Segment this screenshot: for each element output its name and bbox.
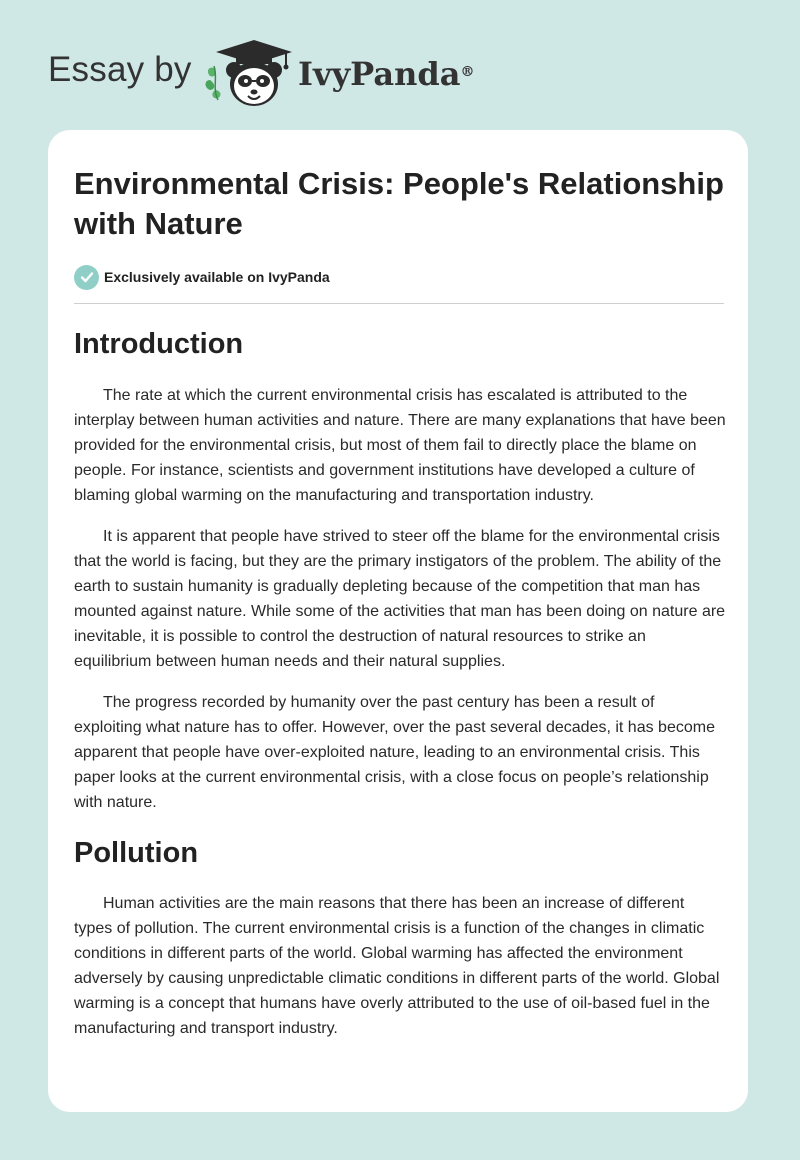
paragraph: The progress recorded by humanity over the past century has been a result of exploiting what nature has to offer. However, over the past several decades, it has become apparent that people have over-exploited nature, leading to an environmental crisis. This paper looks at the current environmental crisis, with a close focus on people’s relationship with nature. [74, 694, 715, 811]
essay-body [74, 322, 726, 1057]
brand-name[interactable]: IvyPanda® [298, 55, 475, 93]
essay-by-label: Essay by [48, 50, 192, 89]
registered-mark: ® [460, 64, 475, 80]
exclusive-badge [74, 264, 330, 290]
ivy-leaf-icon [206, 66, 221, 100]
divider [74, 303, 724, 304]
paragraph: The rate at which the current environmental crisis has escalated is attributed to the interplay between human activities and nature. There are many explanations that have been provided for the environmental crisis, but most of them fail to directly place the blame on people. For instance, scientists and government institutions have developed a culture of blaming global warming on the manufacturing and transportation industry. [74, 387, 726, 504]
site-header [48, 36, 568, 110]
section-heading-introduction: Introduction [74, 328, 244, 360]
badge-label: Exclusively available on IvyPanda [104, 269, 330, 285]
paragraph: It is apparent that people have strived to steer off the blame for the environmental crisis that the world is facing, but they are the primary instigators of the problem. The ability of the earth to sustain humanity is gradually depleting because of the competition that man has mounted against nature. While some of the activities that man has been doing on nature are inevitable, it is possible to control the destruction of natural resources to strike an equilibrium between human needs and their natural supplies. [74, 528, 726, 670]
section-heading-pollution: Pollution [74, 837, 199, 869]
ivypanda-logo-icon[interactable] [200, 36, 300, 110]
essay-title: Environmental Crisis: People's Relationship with Nature [74, 166, 724, 241]
paragraph: Human activities are the main reasons that there has been an increase of different types of pollution. The current environmental crisis is a function of the changes in climatic conditions in different parts of the world. Global warming has affected the environment adversely by causing unpredictable climatic conditions in different parts of the world. Global warming is a concept that humans have overly attributed to the use of oil-based fuel in the manufacturing and transport industry. [74, 895, 720, 1037]
essay-card [48, 130, 748, 1112]
check-icon [74, 265, 99, 290]
